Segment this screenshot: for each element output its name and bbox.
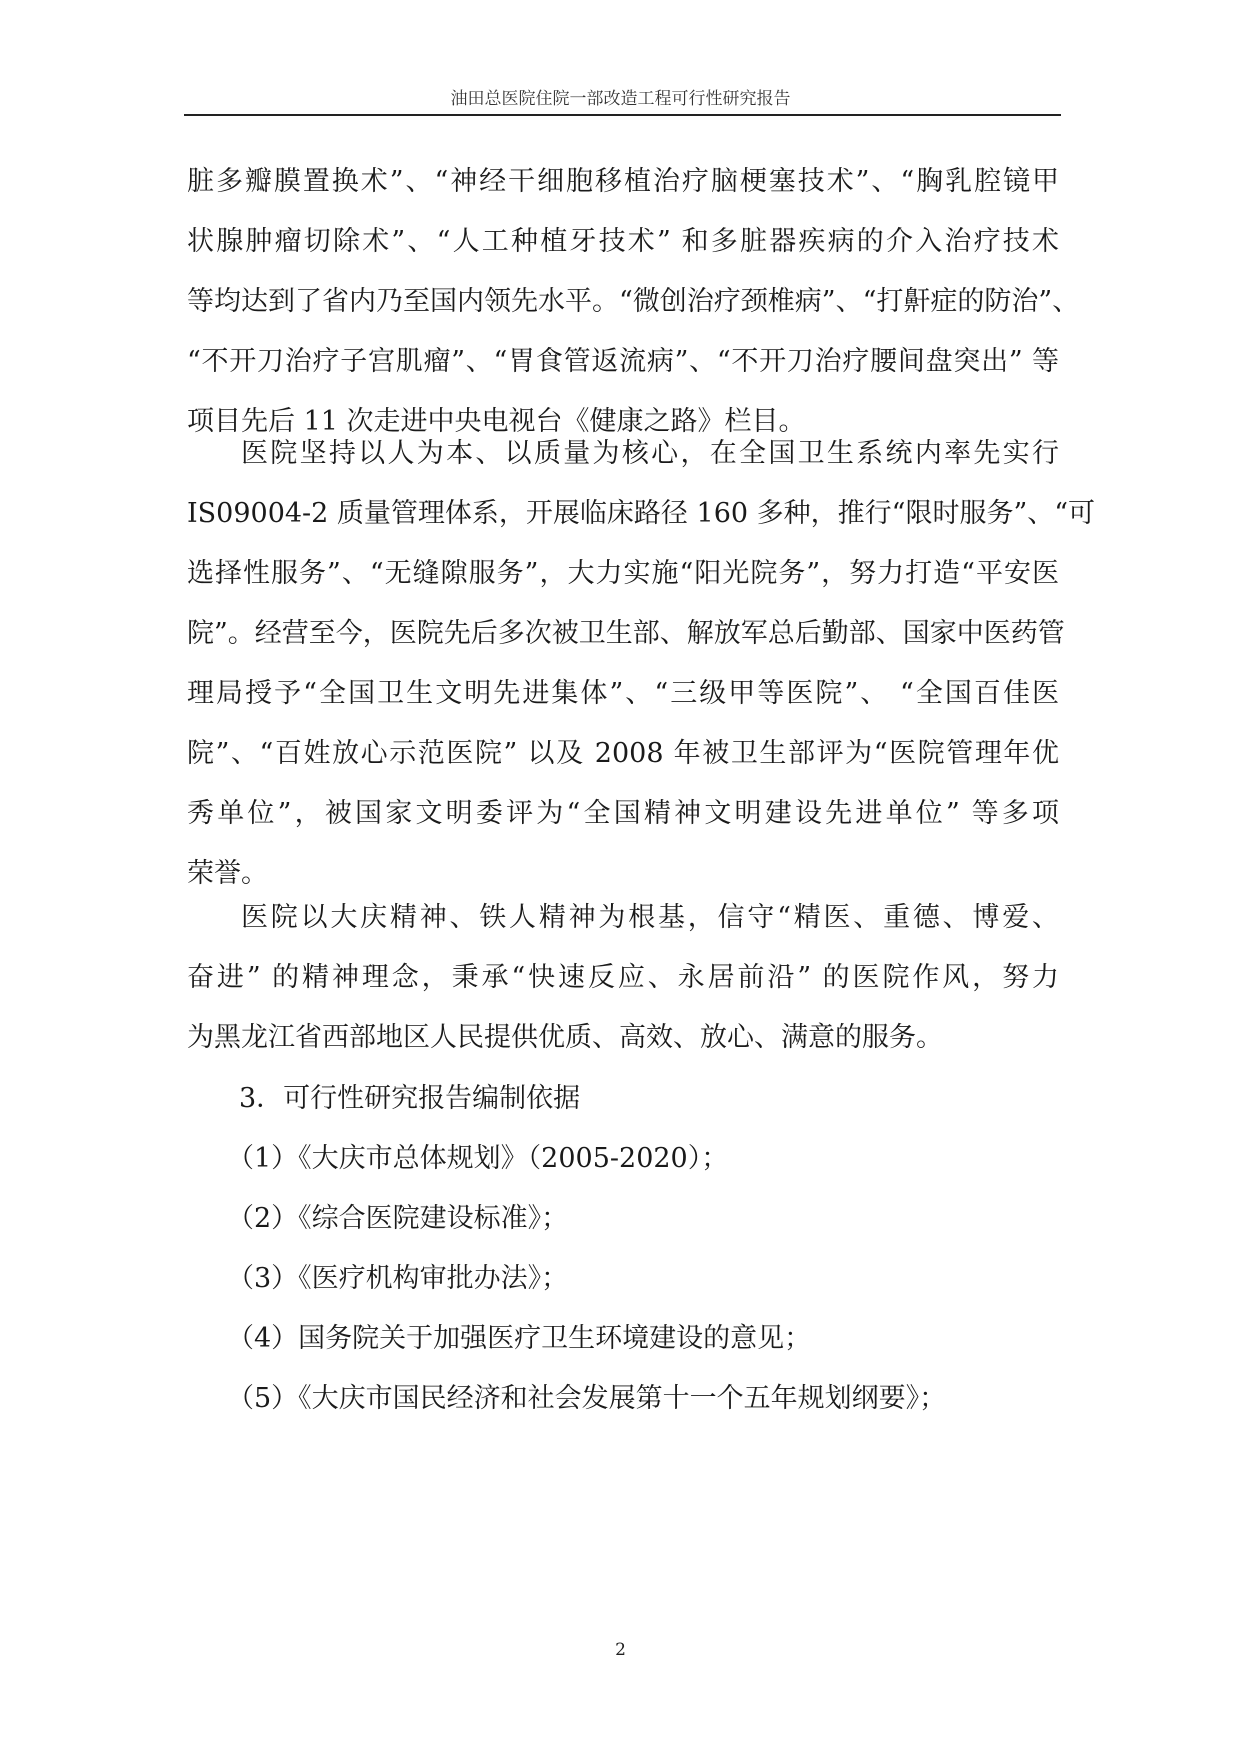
list-item: （4）国务院关于加强医疗卫生环境建设的意见；	[227, 1323, 812, 1354]
header-divider	[184, 114, 1061, 116]
paragraph-2	[187, 424, 1096, 904]
list-item: （5）《大庆市国民经济和社会发展第十一个五年规划纲要》；	[227, 1383, 947, 1414]
paragraph-line: 选择性服务”、“无缝隙服务”，大力实施“阳光院务”，努力打造“平安医	[187, 558, 1059, 589]
paragraph-line: 脏多瓣膜置换术”、“神经干细胞移植治疗脑梗塞技术”、“胸乳腔镜甲	[187, 166, 1059, 197]
list-item: （2）《综合医院建设标准》；	[227, 1203, 569, 1234]
page-number: 2	[615, 1640, 626, 1660]
paragraph-line: IS09004-2 质量管理体系，开展临床路径 160 多种，推行“限时服务”、“可	[187, 498, 1096, 529]
paragraph-line: 秀单位”，被国家文明委评为“全国精神文明建设先进单位” 等多项	[187, 798, 1059, 829]
section-heading: 3．可行性研究报告编制依据	[239, 1083, 581, 1114]
paragraph-line: “不开刀治疗子宫肌瘤”、“胃食管返流病”、“不开刀治疗腰间盘突出” 等	[187, 346, 1059, 377]
page-header: 油田总医院住院一部改造工程可行性研究报告	[450, 89, 791, 109]
paragraph-line: 为黑龙江省西部地区人民提供优质、高效、放心、满意的服务。	[187, 1022, 943, 1053]
paragraph-line: 状腺肿瘤切除术”、“人工种植牙技术” 和多脏器疾病的介入治疗技术	[187, 226, 1059, 257]
paragraph-line: 院”。经营至今，医院先后多次被卫生部、解放军总后勤部、国家中医药管	[187, 618, 1065, 649]
paragraph-3	[187, 888, 1059, 1068]
list-item: （3）《医疗机构审批办法》；	[227, 1263, 569, 1294]
list-item: （1）《大庆市总体规划》（2005-2020）；	[227, 1143, 729, 1174]
paragraph-line: 荣誉。	[187, 858, 268, 889]
paragraph-line: 奋进” 的精神理念，秉承“快速反应、永居前沿” 的医院作风，努力	[187, 962, 1059, 993]
paragraph-line: 院”、“百姓放心示范医院” 以及 2008 年被卫生部评为“医院管理年优	[187, 738, 1059, 769]
paragraph-line: 理局授予“全国卫生文明先进集体”、“三级甲等医院”、 “全国百佳医	[187, 678, 1059, 709]
paragraph-line: 等均达到了省内乃至国内领先水平。“微创治疗颈椎病”、“打鼾症的防治”、	[187, 286, 1080, 317]
paragraph-1	[187, 152, 1080, 452]
paragraph-line: 医院以大庆精神、铁人精神为根基，信守“精医、重德、博爱、	[241, 902, 1059, 933]
paragraph-line: 医院坚持以人为本、以质量为核心，在全国卫生系统内率先实行	[241, 438, 1059, 469]
paragraph-line: 项目先后 11 次走进中央电视台《健康之路》栏目。	[187, 406, 806, 437]
